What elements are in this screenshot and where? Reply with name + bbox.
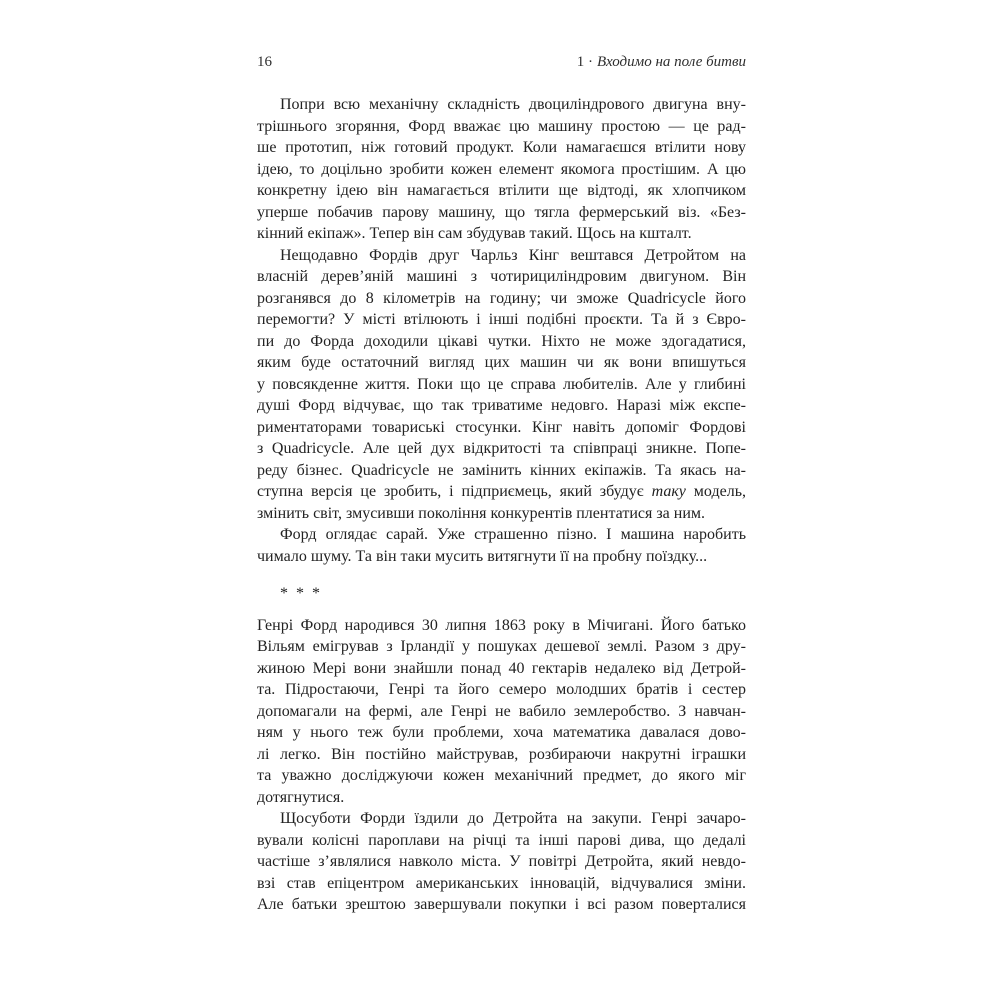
- text-line: Щосуботи Форди їздили до Детройта на закупи. Генрі зачаро-: [280, 810, 746, 827]
- text-line: змінить світ, змусивши покоління конкурентів плентатися за ним.: [257, 504, 706, 522]
- chapter-title: Входимо на поле битви: [597, 54, 746, 70]
- text-line: у повсякденне життя. Поки що це справа любителів. Але у глибині: [257, 375, 746, 393]
- text-line: та уважно досліджуючи кожен механічний предмет, до якого міг: [257, 767, 746, 784]
- body-text: [257, 94, 746, 916]
- text-line: чимало шуму. Та він таки мусить витягнути її на пробну поїздку...: [257, 547, 708, 565]
- text-line: взі став епіцентром американських інновацій, відчувалися зміни.: [257, 874, 746, 892]
- text-line: лі легко. Він постійно майстрував, розбираючи накрутні іграшки: [257, 745, 746, 763]
- text-line: реду бізнес. Quadricycle не замінить кінних екіпажів. Та якась на-: [257, 461, 746, 479]
- text-line: ше прототип, ніж готовий продукт. Коли намагаєшся втілити нову: [257, 139, 746, 156]
- text-line: кінний екіпаж». Тепер він сам збудував такий. Щось на кшталт.: [257, 225, 692, 242]
- text-line: трішнього згоряння, Форд вважає цю машину простою — це рад-: [257, 117, 746, 135]
- text-line: власній дерев’яній машині з чотирициліндровим двигуном. Він: [257, 268, 746, 285]
- text-line: пи до Форда доходили цікаві чутки. Ніхто не може здогадатися,: [257, 332, 746, 350]
- text-line: перемогти? У місті втілюють і інші подібні проєкти. Та й з Євро-: [257, 311, 746, 328]
- text-line: з Quadricycle. Але цей дух відкритості та співпраці зникне. Попе-: [257, 440, 746, 457]
- text-line: частіше з’являлися навколо міста. У повітрі Детройта, який невдо-: [257, 853, 746, 870]
- text-line: риментаторами товариські стосунки. Кінг навіть допоміг Фордові: [257, 418, 746, 436]
- text-line: ням у нього теж були проблеми, хоча математика давалася дово-: [257, 724, 746, 741]
- text-line: жиною Мері вони знайшли понад 40 гектарів недалеко від Детрой-: [257, 659, 746, 677]
- text-line: та. Підростаючи, Генрі та його семеро молодших братів і сестер: [257, 681, 746, 698]
- text-line: яким буде остаточний вигляд цих машин чи як вони впишуться: [257, 354, 746, 371]
- text-line: душі Форд відчуває, що так триватиме недовго. Наразі між експе-: [257, 397, 746, 414]
- chapter-heading: [577, 54, 746, 71]
- section-separator: * * *: [280, 585, 322, 602]
- text-line: уперше побачив парову машину, що тягла фермерський віз. «Без-: [257, 203, 746, 221]
- page-number: 16: [257, 54, 272, 70]
- text-line: Але батьки зрештою завершували покупки і всі разом поверталися: [257, 896, 746, 913]
- text-line: Форд оглядає сарай. Уже страшенно пізно. І машина наробить: [280, 526, 746, 543]
- text-line: Вільям емігрував з Ірландії у пошуках дешевої землі. Разом з дру-: [257, 638, 746, 655]
- text-line: Нещодавно Фордів друг Чарльз Кінг вештався Детройтом на: [280, 246, 746, 264]
- text-line: Генрі Форд народився 30 липня 1863 року в Мічигані. Його батько: [257, 616, 746, 634]
- chapter-number: 1 ·: [576, 54, 594, 70]
- text-line: ідею, то доцільно зробити кожен елемент якомога простішим. А цю: [257, 160, 746, 178]
- text-line: Попри всю механічну складність двоциліндрового двигуна вну-: [280, 96, 746, 113]
- text-line: розганявся до 8 кілометрів на годину; чи зможе Quadricycle його: [257, 289, 746, 307]
- text-line: ступна версія це зробить, і підприємець, який збудує таку модель,: [257, 483, 746, 500]
- text-line: вували колісні пароплави на річці та інші парові дива, що дедалі: [257, 831, 746, 849]
- text-line: допомагали на фермі, але Генрі не вабило землеробство. З навчан-: [257, 702, 746, 720]
- text-line: конкретну ідею він намагається втілити ще відтоді, як хлопчиком: [257, 182, 746, 199]
- text-line: дотягнутися.: [257, 788, 345, 806]
- page-header: [257, 54, 746, 71]
